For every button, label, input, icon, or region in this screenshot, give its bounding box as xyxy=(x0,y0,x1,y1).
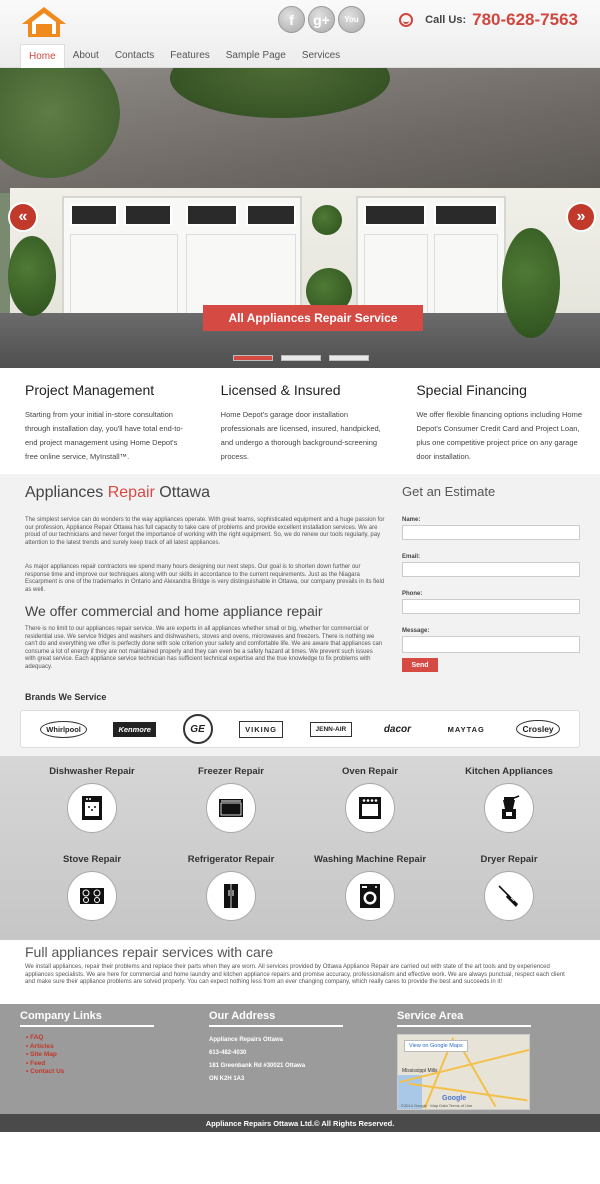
call-us xyxy=(399,10,578,30)
facebook-icon[interactable]: f xyxy=(278,6,305,33)
intro-paragraph: The simplest service can do wonders to the way appliances operate. With great teams, sophisticated equipment and a huge passion for our profession, Appliance Repair Ottawa has full capacity to take care of problems and provide excellent installation services. We are proud of our technicians and never forget the importance of working with the right equipment. So, we do renew our tools regularly, pay attention to the latest trends and surely keep track of all latest appliances. xyxy=(25,517,385,546)
message-label: Message: xyxy=(402,628,430,634)
phone-label: Phone: xyxy=(402,591,423,597)
footer-company-links xyxy=(20,1010,154,1077)
page-title xyxy=(25,484,210,502)
services-grid xyxy=(0,756,600,940)
name-label: Name: xyxy=(402,517,421,523)
message-field[interactable] xyxy=(402,636,580,653)
address-line: 613-482-4030 xyxy=(209,1050,247,1056)
nav-home[interactable]: Home xyxy=(20,44,65,68)
feature-special-financing xyxy=(416,382,582,474)
map-credit[interactable]: ©2014 Google · Map Data Terms of Use xyxy=(401,1103,473,1108)
service-kitchen-appliances[interactable] xyxy=(439,766,579,833)
brand-dacor: dacor xyxy=(383,723,412,735)
brands-title: Brands We Service xyxy=(25,692,107,702)
service-washing-machine[interactable] xyxy=(300,854,440,921)
grinder-icon xyxy=(484,783,534,833)
service-title: Freezer Repair xyxy=(197,766,264,777)
freezer-icon xyxy=(206,783,256,833)
slider-dot[interactable] xyxy=(281,355,321,361)
section-title: Full appliances repair services with care xyxy=(25,944,274,960)
email-label: Email: xyxy=(402,554,421,560)
washing-machine-icon xyxy=(345,871,395,921)
dishwasher-icon xyxy=(67,783,117,833)
address-line: ON K2H 1A3 xyxy=(209,1076,245,1082)
brand-ge: GE xyxy=(183,714,213,744)
youtube-icon[interactable]: You xyxy=(338,6,365,33)
brand-whirlpool: Whirlpool xyxy=(40,721,87,738)
title-part: Ottawa xyxy=(154,484,210,501)
brand-crosley: Crosley xyxy=(516,720,559,738)
name-field[interactable] xyxy=(402,525,580,540)
feature-project-management xyxy=(25,382,191,474)
footer-heading: Company Links xyxy=(20,1010,154,1027)
hero-shrub xyxy=(8,236,56,316)
footer-heading: Our Address xyxy=(209,1010,343,1027)
service-stove[interactable] xyxy=(22,854,162,921)
footer-service-area xyxy=(397,1010,531,1108)
nav-about[interactable]: About xyxy=(72,50,99,61)
service-oven[interactable] xyxy=(300,766,440,833)
social-links xyxy=(278,6,365,33)
stove-icon xyxy=(67,871,117,921)
footer-link-feed[interactable]: • Feed xyxy=(26,1060,154,1069)
map-place-label: Mississippi Mills xyxy=(402,1068,438,1074)
nav-sample-page[interactable]: Sample Page xyxy=(225,50,286,61)
feature-title: Licensed & Insured xyxy=(220,382,341,398)
title-part-accent: Repair xyxy=(107,484,155,501)
phone-number[interactable]: 780-628-7563 xyxy=(472,10,578,29)
google-plus-icon[interactable]: g+ xyxy=(308,6,335,33)
services-paragraph: There is no limit to our appliances repair service. We are experts in all appliances whether small or big, whether for commercial or residential use. We service fridges and washers and dishwashers, stoves and ovens, microwaves and freezers. There is nothing we can't do and everything we offer is perfectly done with sole criterion your safety and comfortable life. We are aware that appliances can consume a lot of energy if they are not maintained properly and they can even be a safety hazard at times. We prevent such issues with great service. Each appliance service technician has sufficient technical expertise and the true knowledge to fix problems with adequacy. xyxy=(25,626,383,670)
features-row xyxy=(0,368,600,474)
send-button[interactable]: Send xyxy=(402,658,438,672)
brand-maytag: MAYTAG xyxy=(447,724,485,734)
title-part: Appliances xyxy=(25,484,108,501)
house-logo-icon[interactable] xyxy=(20,6,68,38)
service-title: Stove Repair xyxy=(62,854,122,865)
oven-icon xyxy=(345,783,395,833)
feature-licensed-insured xyxy=(221,382,387,474)
footer-link-contact-us[interactable]: • Contact Us xyxy=(26,1068,154,1077)
nav-services[interactable]: Services xyxy=(301,50,341,61)
brand-jenn-air: JENN-AIR xyxy=(310,722,353,737)
footer-address xyxy=(209,1010,343,1086)
feature-title: Special Financing xyxy=(416,382,527,398)
google-logo: Google xyxy=(442,1095,467,1102)
phone-icon xyxy=(399,13,413,27)
feature-title: Project Management xyxy=(25,382,155,398)
hero-shrub xyxy=(312,205,342,235)
section-subtitle: We offer commercial and home appliance repair xyxy=(25,603,323,619)
full-services-section xyxy=(0,940,600,1004)
brand-kenmore: Kenmore xyxy=(113,722,156,737)
service-title: Washing Machine Repair xyxy=(313,854,427,865)
footer xyxy=(0,1004,600,1114)
address-line: 181 Greenbank Rd #30021 Ottawa xyxy=(209,1063,306,1069)
feature-text: Starting from your initial in-store consultation through installation day, you'll have total end-to-end project management using Home Depot's free online service, MyInstall™. xyxy=(25,410,184,461)
hero-slider xyxy=(0,68,600,368)
service-title: Refrigerator Repair xyxy=(187,854,275,865)
email-field[interactable] xyxy=(402,562,580,577)
service-title: Dishwasher Repair xyxy=(49,766,135,777)
service-dryer[interactable] xyxy=(439,854,579,921)
feature-text: Home Depot's garage door installation professionals are licensed, insured, handpicked, and undergo a thorough background-screening process. xyxy=(220,410,381,461)
service-freezer[interactable] xyxy=(161,766,301,833)
service-area-map[interactable] xyxy=(397,1034,530,1110)
service-refrigerator[interactable] xyxy=(161,854,301,921)
nav-contacts[interactable]: Contacts xyxy=(114,50,155,61)
slider-caption[interactable]: All Appliances Repair Service xyxy=(203,305,423,331)
call-label: Call Us: xyxy=(425,14,467,26)
footer-link-articles[interactable]: • Articles xyxy=(26,1043,154,1052)
service-title: Oven Repair xyxy=(342,766,398,777)
service-title: Dryer Repair xyxy=(480,854,538,865)
footer-link-faq[interactable]: • FAQ xyxy=(26,1034,154,1043)
refrigerator-icon xyxy=(206,871,256,921)
section-text: We install appliances, repair their problems and replace their parts when they are worn. All services provided by Ottawa Appliance Repair are carried out with state of the art tools and by experienced appliances specialists. We are here for commercial and home laundry and kitchen appliance repairs and promise accuracy, professionalism and effective work. We are always punctual, respect each client and make sure their appliance problems are solved properly. You can expect nothing less from an ever changing company, which really cares to provide the best and succeeds in it! xyxy=(25,964,565,985)
intro-paragraph: As major appliances repair contractors we spend many hours designing our next steps. Our goal is to shorten down further our response time and improve our techniques along with our skills in accordance to the current requirements. Just as the Niagara Escarpment is one of the trademarks in Ontario and Alexandra Bridge is very distinguishable in Ottawa, our company prevails in its field as well. xyxy=(25,564,385,593)
brand-viking: VIKING xyxy=(239,721,283,738)
phone-field[interactable] xyxy=(402,599,580,614)
nav-features[interactable]: Features xyxy=(170,50,210,61)
footer-link-site-map[interactable]: • Site Map xyxy=(26,1051,154,1060)
slider-dot[interactable] xyxy=(233,355,273,361)
slider-next-button[interactable]: » xyxy=(566,202,596,232)
view-on-google-maps-link[interactable]: View on Google Maps xyxy=(404,1040,468,1052)
slider-pagination xyxy=(233,355,369,361)
estimate-form xyxy=(402,484,582,672)
estimate-title: Get an Estimate xyxy=(402,484,496,499)
slider-prev-button[interactable]: « xyxy=(8,202,38,232)
copyright-bar: Appliance Repairs Ottawa Ltd.© All Rights Reserved. xyxy=(0,1114,600,1132)
hero-shrub xyxy=(502,228,560,338)
service-title: Kitchen Appliances xyxy=(465,766,553,777)
brands-strip xyxy=(20,710,580,748)
slider-dot[interactable] xyxy=(329,355,369,361)
service-dishwasher[interactable] xyxy=(22,766,162,833)
address-line: Appliance Repairs Ottawa xyxy=(209,1037,284,1043)
main-nav xyxy=(20,44,348,68)
footer-heading: Service Area xyxy=(397,1010,531,1027)
main-content xyxy=(0,474,600,756)
header xyxy=(0,0,600,68)
screwdriver-icon xyxy=(484,871,534,921)
feature-text: We offer flexible financing options including Home Depot's Consumer Credit Card and Project Loan, plus one competitive project price on any garage door installation. xyxy=(416,410,582,461)
